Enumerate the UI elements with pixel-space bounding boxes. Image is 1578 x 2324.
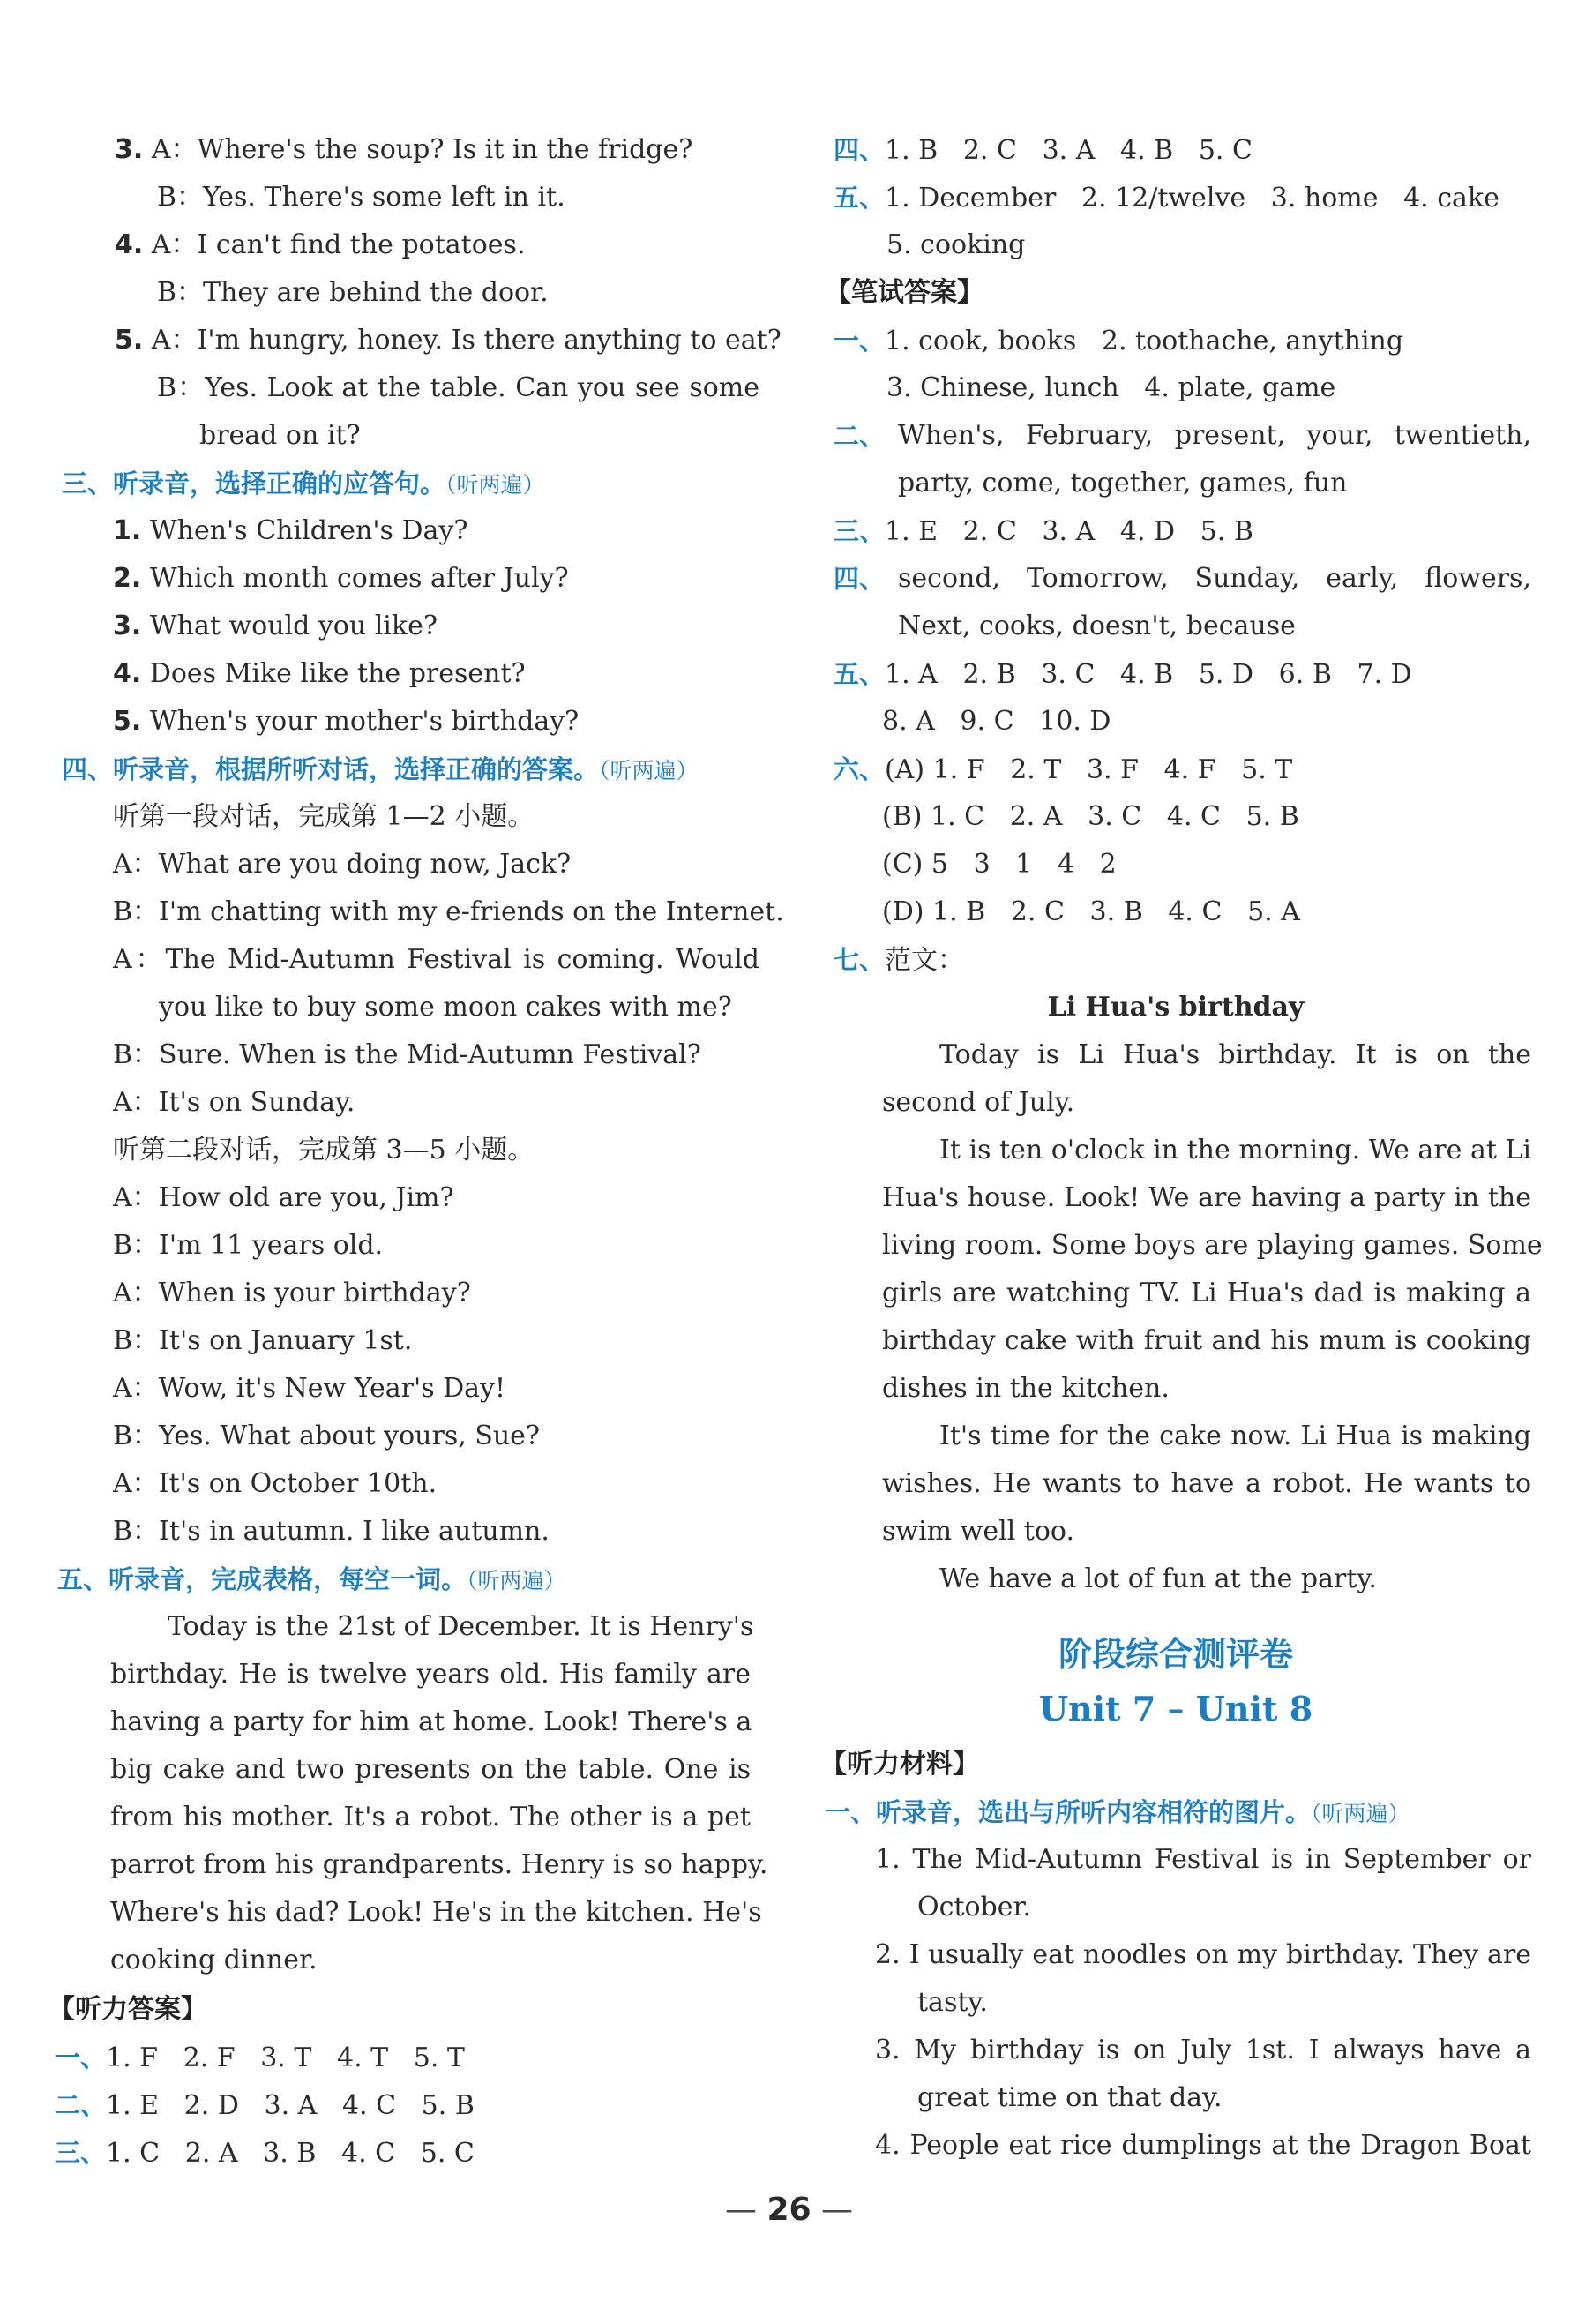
- unit-title: Unit 7 – Unit 8: [1038, 1689, 1313, 1728]
- answer-item: 1. F: [106, 2043, 158, 2073]
- answer-item: 4. C: [316, 2138, 396, 2169]
- passage-line: having a party for him at home. Look! There's a: [110, 1706, 752, 1737]
- answer-row: 5. cooking: [886, 229, 1026, 260]
- passage-line: from his mother. It's a robot. The other is a pet: [110, 1802, 751, 1833]
- dialog-line: 听第二段对话，完成第 3—5 小题。: [113, 1135, 535, 1166]
- dialog-line: B：Yes. Look at the table. Can you see some: [157, 372, 759, 403]
- part-1-line: tasty.: [917, 1987, 988, 2018]
- written-answers-title: 【笔试答案】: [825, 277, 983, 308]
- answer-row: 二、: [834, 421, 886, 451]
- answer-item: 5. B: [396, 2090, 475, 2121]
- answer-item: 4. B: [1095, 135, 1174, 166]
- answer-row: 四、1. B 2. C 3. A 4. B 5. C: [834, 135, 1253, 166]
- test-title: 阶段综合测评卷: [1058, 1635, 1293, 1674]
- question-number: 1.: [113, 515, 142, 546]
- part-1-line: great time on that day.: [917, 2082, 1223, 2113]
- essay-line: It's time for the cake now. Li Hua is making: [939, 1421, 1531, 1451]
- dialog-line: bread on it?: [199, 420, 361, 451]
- essay-line: swim well too.: [882, 1516, 1074, 1547]
- question-text: When's your mother's birthday?: [141, 706, 580, 737]
- answer-row: [55, 2088, 475, 2123]
- question-item: [113, 609, 438, 644]
- part-1-line: October.: [917, 1892, 1032, 1923]
- essay-line: second of July.: [882, 1087, 1075, 1118]
- answer-row: (B) 1. C 2. A 3. C 4. C 5. B: [882, 801, 1299, 832]
- answer-row: 六、(A) 1. F 2. T 3. F 4. F 5. T: [834, 754, 1293, 785]
- dialog-line: 3. A：Where's the soup? Is it in the fridge?: [115, 134, 693, 165]
- answer-item: 2. F: [158, 2043, 236, 2073]
- answer-item: 3. C: [1015, 659, 1096, 690]
- answer-item: 4. D: [1095, 516, 1176, 547]
- question-item: [113, 514, 467, 549]
- part-1-line: 1. The Mid-Autumn Festival is in September or: [875, 1844, 1531, 1875]
- answer-item: 1. E: [106, 2090, 160, 2121]
- answer-item: 2. C: [938, 135, 1017, 166]
- question-number: 4.: [113, 658, 142, 689]
- answer-row: second, Tomorrow, Sunday, early, flowers,: [898, 563, 1531, 594]
- answer-item: 3. T: [235, 2043, 312, 2073]
- dialog-line: A：Wow, it's New Year's Day!: [113, 1373, 506, 1404]
- dialog-line: A：What are you doing now, Jack?: [113, 849, 572, 880]
- part-1-line: 4. People eat rice dumplings at the Dragon Boat: [875, 2130, 1531, 2161]
- dialog-line: A：It's on October 10th.: [113, 1468, 438, 1499]
- dialog-line: B：It's in autumn. I like autumn.: [113, 1516, 550, 1547]
- part-1-line: 3. My birthday is on July 1st. I always have a: [875, 2035, 1531, 2065]
- answer-item: 5. D: [1173, 659, 1254, 690]
- answer-row: 五、1. A 2. B 3. C 4. B 5. D 6. B 7. D: [834, 659, 1412, 690]
- dialog-line: A：How old are you, Jim?: [113, 1182, 454, 1213]
- dialog-line: B：I'm chatting with my e-friends on the Internet.: [113, 896, 784, 927]
- page-number: — 26 —: [724, 2192, 853, 2228]
- passage-line: Where's his dad? Look! He's in the kitchen. He's: [110, 1897, 762, 1928]
- answer-item: 1. C: [106, 2138, 161, 2169]
- answer-item: 3. B: [237, 2138, 317, 2169]
- dialog-line: B：I'm 11 years old.: [113, 1230, 384, 1261]
- answer-item: 5. C: [395, 2138, 475, 2169]
- essay-line: Today is Li Hua's birthday. It is on the: [939, 1039, 1531, 1070]
- question-item: [113, 561, 569, 596]
- answer-item: 4. T: [311, 2043, 389, 2073]
- answer-item: 2. A: [160, 2138, 238, 2169]
- answer-row: [55, 2135, 475, 2170]
- dialog-line: B：Yes. There's some left in it.: [157, 182, 565, 213]
- answer-row: 三、1. E 2. C 3. A 4. D 5. B: [834, 516, 1253, 547]
- answer-item: 2. D: [159, 2090, 239, 2121]
- answer-row: Next, cooks, doesn't, because: [898, 611, 1296, 641]
- question-item: [113, 704, 579, 739]
- answer-item: 5. T: [388, 2043, 465, 2073]
- essay-line: It is ten o'clock in the morning. We are at Li: [939, 1135, 1531, 1166]
- part-1-line: 2. I usually eat noodles on my birthday. They are: [875, 1939, 1531, 1970]
- listening-material-title: 【听力材料】: [820, 1749, 979, 1780]
- dialog-line: A：When is your birthday?: [113, 1278, 471, 1308]
- dialog-line: B：It's on January 1st.: [113, 1325, 413, 1356]
- answer-item: 4. C: [317, 2090, 397, 2121]
- answer-item: 1. B: [885, 135, 939, 166]
- question-text: Does Mike like the present?: [141, 658, 526, 689]
- question-text: When's Children's Day?: [141, 515, 468, 546]
- answer-item: 1. E: [885, 516, 939, 547]
- part-1-title: 一、听录音，选出与所听内容相符的图片。（听两遍）: [825, 1797, 1410, 1827]
- dialog-line: 5. A：I'm hungry, honey. Is there anything to eat?: [115, 325, 782, 356]
- essay-line: girls are watching TV. Li Hua's dad is making a: [882, 1278, 1531, 1308]
- answer-item: 2. B: [937, 659, 1016, 690]
- essay-line: Hua's house. Look! We are having a party in the: [882, 1182, 1531, 1213]
- question-text: Which month comes after July?: [141, 563, 569, 594]
- dialog-line: A：The Mid-Autumn Festival is coming. Would: [113, 944, 759, 975]
- answer-row-label: 二、: [55, 2090, 107, 2120]
- answer-item: 1. A: [885, 659, 938, 690]
- section-3-title: 三、听录音，选择正确的应答句。（听两遍）: [62, 469, 545, 499]
- answer-item: 4. B: [1095, 659, 1174, 690]
- answer-row: 3. Chinese, lunch 4. plate, game: [886, 372, 1336, 403]
- answer-row-label: 三、: [55, 2138, 107, 2168]
- passage-line: parrot from his grandparents. Henry is so happy.: [110, 1849, 768, 1880]
- dialog-line: B：Sure. When is the Mid-Autumn Festival?: [113, 1039, 701, 1070]
- answer-row: 一、1. cook, books 2. toothache, anything: [834, 326, 1404, 356]
- answer-item: 2. C: [938, 516, 1017, 547]
- question-number: 3.: [113, 611, 142, 641]
- essay-line: We have a lot of fun at the party.: [939, 1563, 1377, 1594]
- dialog-line: A：It's on Sunday.: [113, 1087, 355, 1118]
- section-4-title: 四、听录音，根据所听对话，选择正确的答案。（听两遍）: [62, 754, 699, 784]
- answer-row: 8. A 9. C 10. D: [882, 706, 1111, 737]
- essay-title: Li Hua's birthday: [1047, 992, 1305, 1023]
- dialog-line: 听第一段对话，完成第 1—2 小题。: [113, 801, 535, 832]
- question-number: 5.: [113, 706, 142, 737]
- passage-line: big cake and two presents on the table. One is: [110, 1754, 751, 1785]
- answer-row: 七、范文：: [834, 945, 965, 976]
- question-text: What would you like?: [141, 611, 438, 641]
- passage-line: birthday. He is twelve years old. His family are: [110, 1659, 751, 1690]
- answer-row: 四、: [834, 564, 886, 594]
- answer-row: party, come, together, games, fun: [898, 468, 1348, 499]
- answer-item: 6. B: [1253, 659, 1332, 690]
- answer-row: (D) 1. B 2. C 3. B 4. C 5. A: [882, 896, 1300, 927]
- section-5-title: 五、听录音，完成表格，每空一词。（听两遍）: [57, 1564, 566, 1594]
- answer-row: (C) 5 3 1 4 2: [882, 849, 1117, 880]
- answer-item: 7. D: [1331, 659, 1412, 690]
- answer-row: 五、1. December 2. 12/twelve 3. home 4. cake: [834, 183, 1499, 214]
- passage-line: Today is the 21st of December. It is Henry's: [168, 1611, 754, 1642]
- question-number: 2.: [113, 563, 142, 594]
- answer-item: 5. C: [1173, 135, 1253, 166]
- dialog-line: you like to buy some moon cakes with me?: [159, 992, 732, 1023]
- essay-line: birthday cake with fruit and his mum is cooking: [882, 1325, 1531, 1356]
- answer-item: 3. A: [1016, 135, 1096, 166]
- answer-item: 3. A: [238, 2090, 318, 2121]
- answer-row: When's, February, present, your, twentieth,: [898, 420, 1531, 451]
- answer-item: 3. A: [1016, 516, 1096, 547]
- question-item: [113, 656, 526, 692]
- essay-line: dishes in the kitchen.: [882, 1373, 1170, 1404]
- dialog-line: 4. A：I can't find the potatoes.: [115, 229, 526, 260]
- listening-answers-title: 【听力答案】: [49, 1994, 207, 2025]
- passage-line: cooking dinner.: [110, 1945, 318, 1975]
- essay-line: living room. Some boys are playing games. Some: [882, 1230, 1543, 1261]
- answer-item: 5. B: [1175, 516, 1253, 547]
- dialog-line: B：They are behind the door.: [157, 277, 549, 308]
- essay-line: wishes. He wants to have a robot. He wants to: [882, 1468, 1531, 1499]
- dialog-line: B：Yes. What about yours, Sue?: [113, 1421, 541, 1451]
- answer-row-label: 一、: [55, 2043, 107, 2073]
- answer-row: [55, 2040, 465, 2075]
